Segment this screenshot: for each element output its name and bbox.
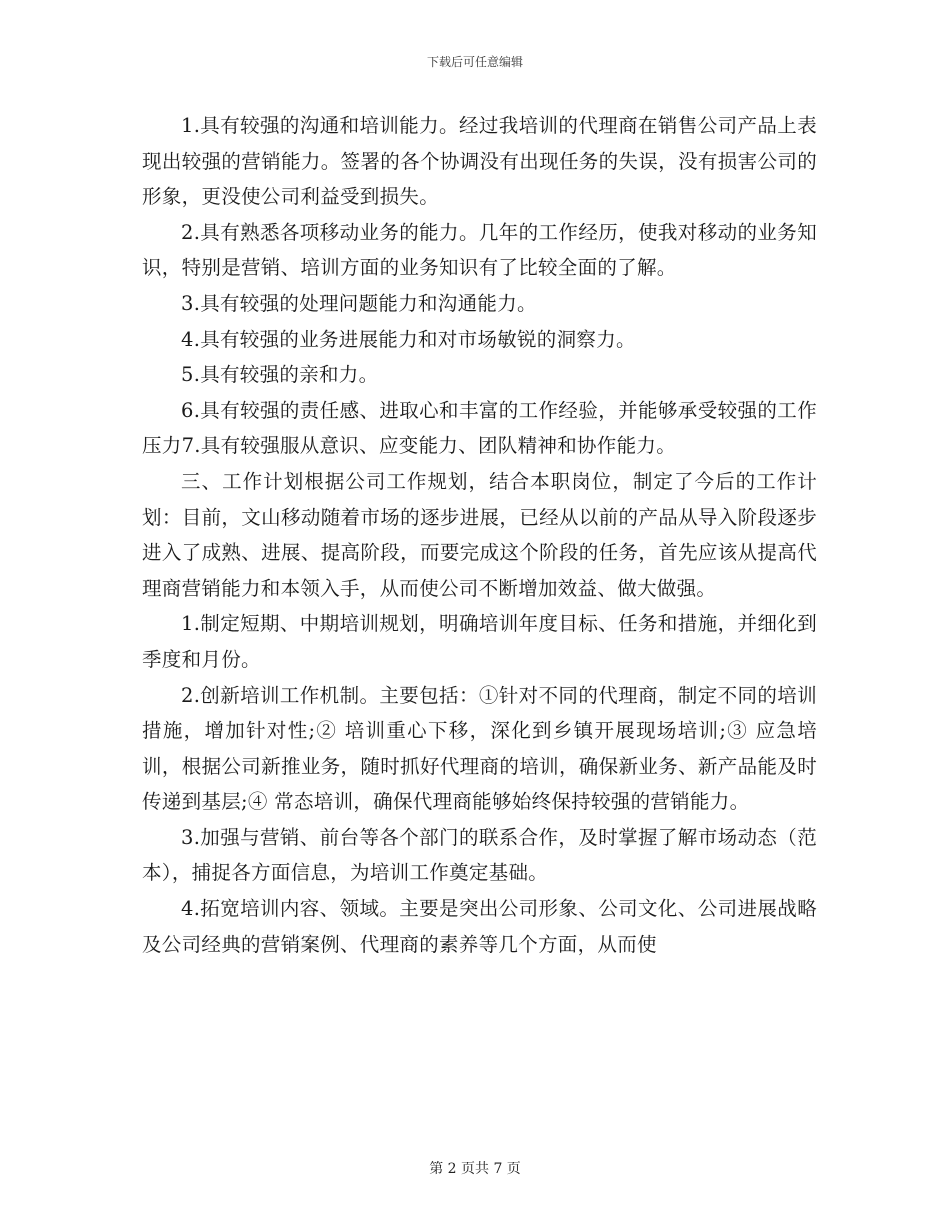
page-number: 第 2 页共 7 页: [429, 1161, 521, 1177]
paragraph-7: 三、工作计划根据公司工作规划，结合本职岗位，制定了今后的工作计划：目前，文山移动随着市场的逐步进展，已经从以前的产品从导入阶段逐步进入了成熟、进展、提高阶段，而要完成这个阶段的任务，首先应该从提高代理商营销能力和本领入手，从而使公司不断增加效益、做大做强。: [142, 469, 817, 600]
paragraph-3: 3.具有较强的处理问题能力和沟通能力。: [181, 291, 537, 315]
paragraph-6: 6.具有较强的责任感、进取心和丰富的工作经验，并能够承受较强的工作压力7.具有较强服从意识、应变能力、团队精神和协作能力。: [142, 398, 817, 458]
paragraph-5: 5.具有较强的亲和力。: [181, 363, 379, 387]
paragraph-4: 4.具有较强的业务进展能力和对市场敏锐的洞察力。: [181, 327, 636, 351]
paragraph-8: 1.制定短期、中期培训规划，明确培训年度目标、任务和措施，并细化到季度和月份。: [142, 612, 817, 671]
paragraph-9: 2.创新培训工作机制。主要包括：①针对不同的代理商，制定不同的培训措施，增加针对性;② 培训重心下移，深化到乡镇开展现场培训;③ 应急培训，根据公司新推业务，随时抓好代理商的培训，确保新业务、新产品能及时传递到基层;④ 常态培训，确保代理商能够始终保持较强的营销能力。: [142, 683, 817, 814]
paragraph-10: 3.加强与营销、前台等各个部门的联系合作，及时掌握了解市场动态（范本），捕捉各方面信息，为培训工作奠定基础。: [142, 825, 817, 885]
paragraph-1: 1.具有较强的沟通和培训能力。经过我培训的代理商在销售公司产品上表现出较强的营销能力。签署的各个协调没有出现任务的失误，没有损害公司的形象，更没使公司利益受到损失。: [142, 114, 817, 209]
document-body: [142, 108, 817, 962]
page-header: 下载后可任意编辑: [426, 55, 523, 69]
paragraph-11: 4.拓宽培训内容、领域。主要是突出公司形象、公司文化、公司进展战略及公司经典的营销案例、代理商的素养等几个方面，从而使: [142, 897, 817, 956]
paragraph-2: 2.具有熟悉各项移动业务的能力。几年的工作经历，使我对移动的业务知识，特别是营销、培训方面的业务知识有了比较全面的了解。: [142, 220, 817, 280]
